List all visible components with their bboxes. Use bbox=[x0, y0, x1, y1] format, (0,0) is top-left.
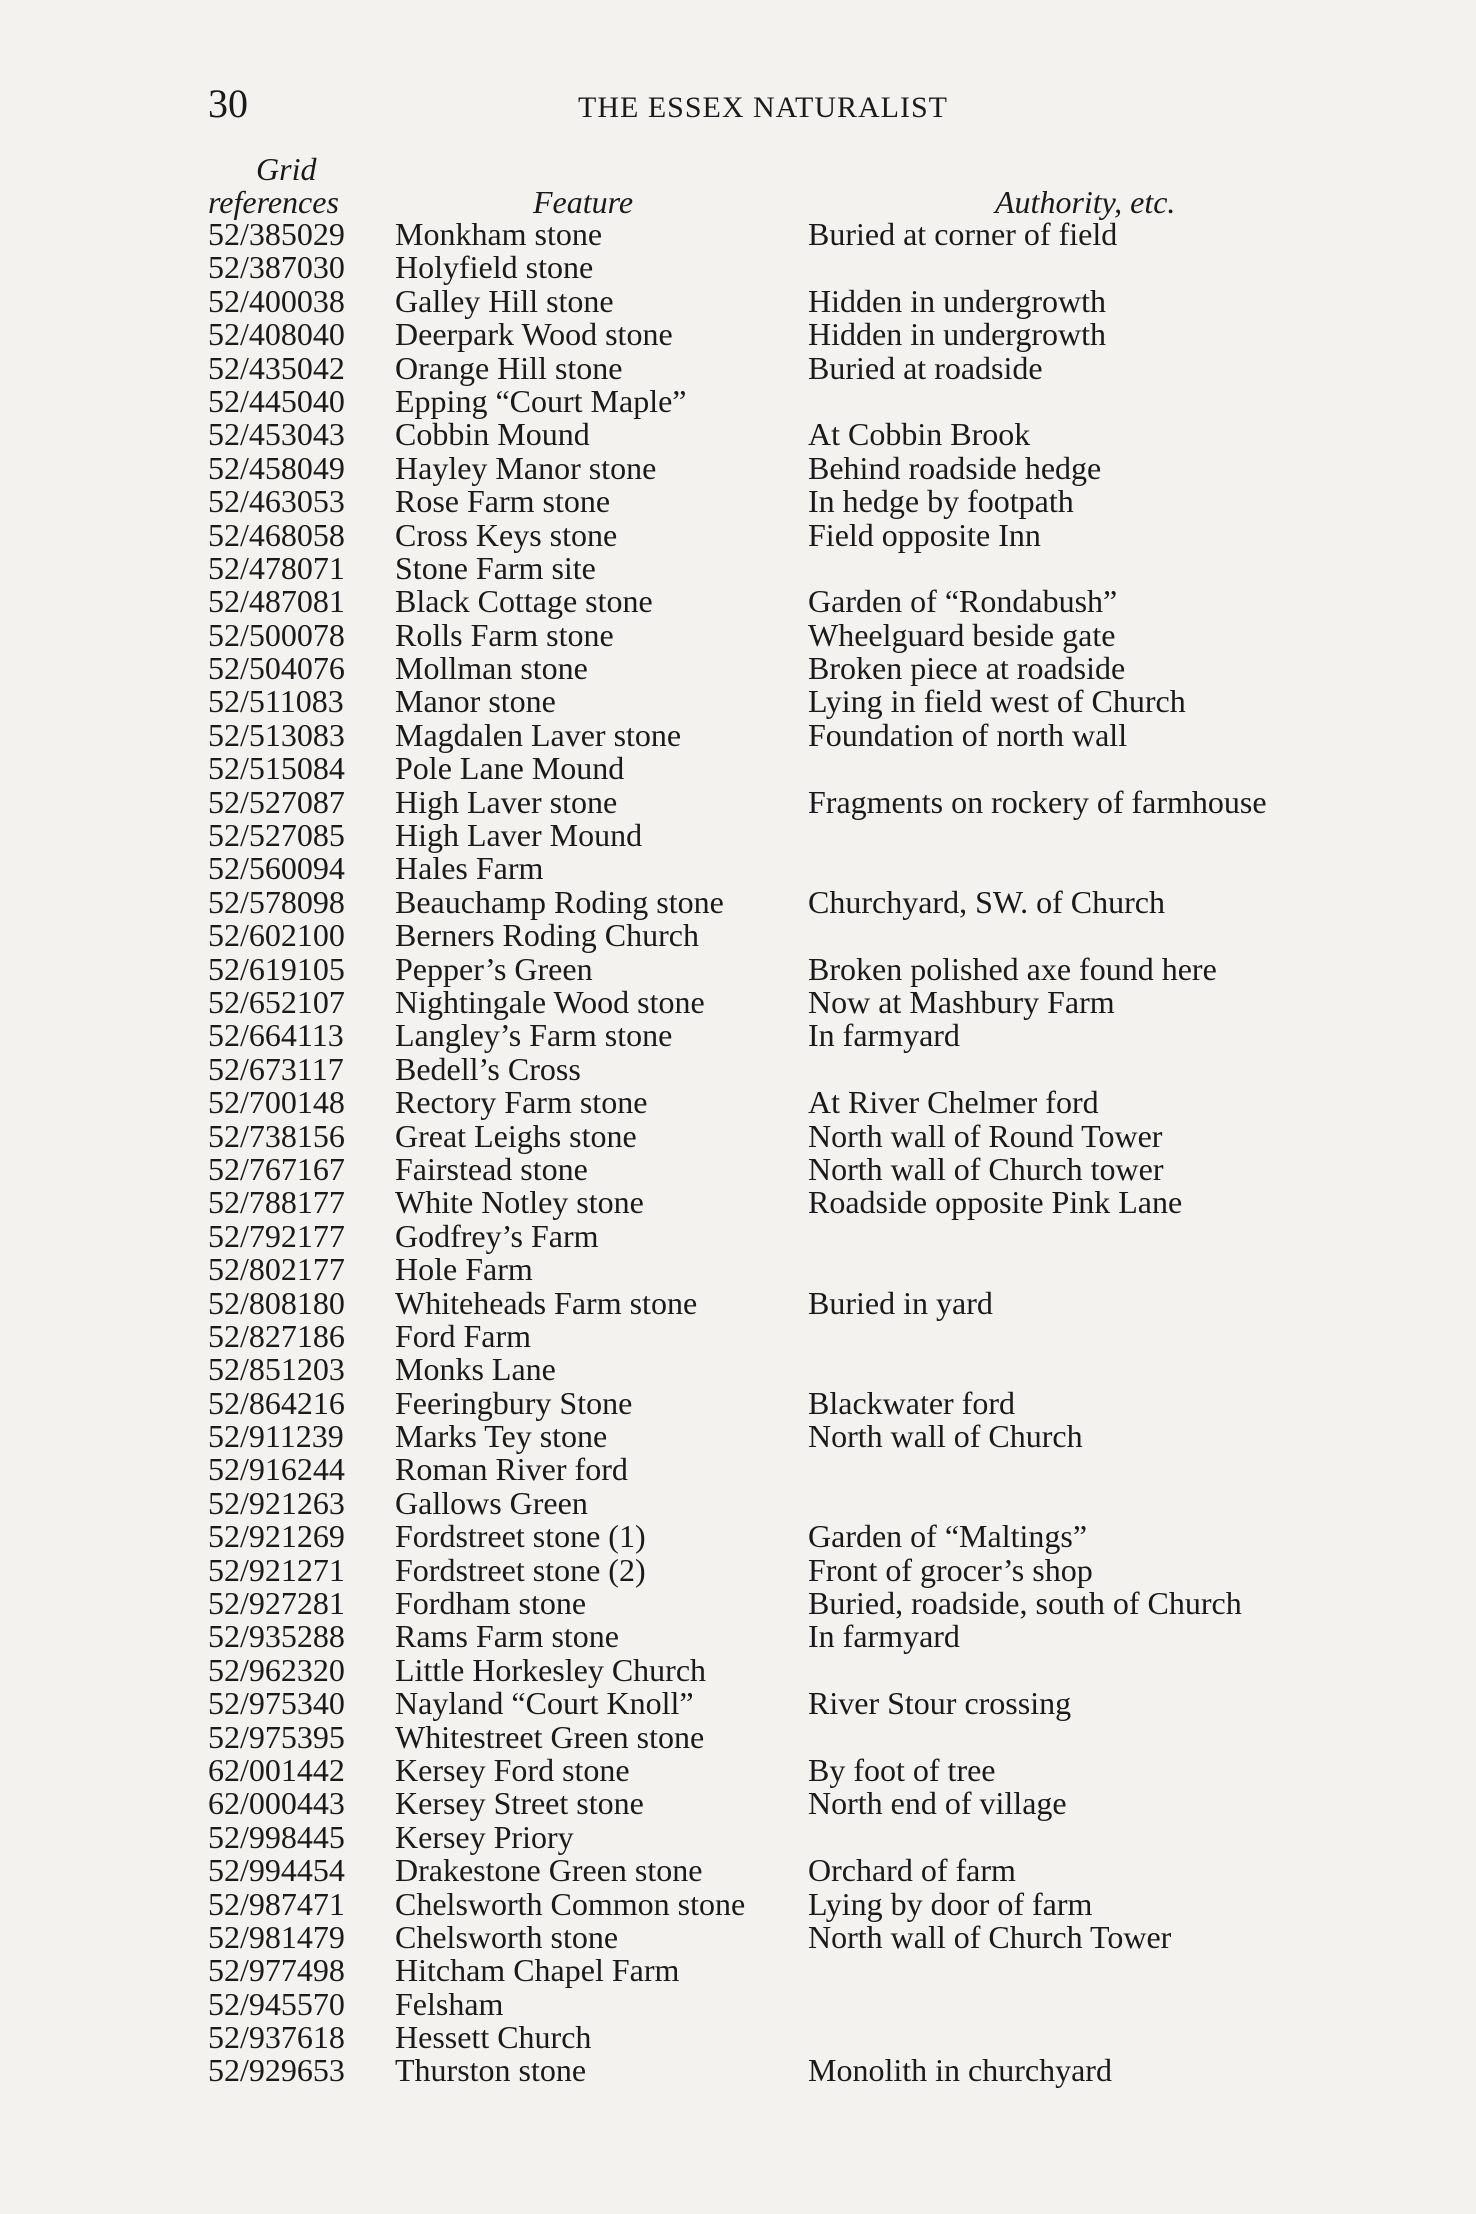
grid-reference: 52/527087 bbox=[208, 783, 345, 820]
feature-name: High Laver Mound bbox=[395, 817, 643, 854]
grid-reference: 52/458049 bbox=[208, 449, 345, 486]
table-row bbox=[208, 1317, 1408, 1354]
feature-name: Berners Roding Church bbox=[395, 917, 699, 954]
grid-reference: 52/945570 bbox=[208, 1985, 345, 2022]
grid-reference: 52/975395 bbox=[208, 1718, 345, 1755]
feature-name: Pepper’s Green bbox=[395, 950, 593, 987]
feature-name: Roman River ford bbox=[395, 1451, 628, 1488]
table-row bbox=[208, 983, 1408, 1020]
feature-name: Fordham stone bbox=[395, 1585, 587, 1622]
table-row bbox=[208, 919, 1408, 952]
table-row bbox=[208, 1787, 1408, 1820]
authority-note: Lying in field west of Church bbox=[808, 683, 1186, 720]
table-row bbox=[208, 1253, 1408, 1286]
authority-note: Roadside opposite Pink Lane bbox=[808, 1184, 1183, 1221]
table-row bbox=[208, 685, 1408, 718]
feature-name: Langley’s Farm stone bbox=[395, 1017, 673, 1054]
grid-reference: 52/921271 bbox=[208, 1551, 345, 1588]
table-row bbox=[208, 1918, 1408, 1955]
table-row bbox=[208, 1420, 1408, 1453]
authority-note: Buried at roadside bbox=[808, 349, 1043, 386]
authority-column-heading: Authority, etc. bbox=[995, 184, 1176, 220]
grid-reference: 52/802177 bbox=[208, 1251, 345, 1288]
grid-reference: 52/916244 bbox=[208, 1451, 345, 1488]
authority-note: Foundation of north wall bbox=[808, 716, 1128, 753]
table-row bbox=[208, 1484, 1408, 1521]
table-row bbox=[208, 1050, 1408, 1087]
grid-reference: 52/998445 bbox=[208, 1818, 345, 1855]
grid-reference: 52/463053 bbox=[208, 483, 345, 520]
grid-reference: 52/927281 bbox=[208, 1585, 345, 1622]
grid-reference: 52/400038 bbox=[208, 282, 345, 319]
authority-note: Behind roadside hedge bbox=[808, 449, 1102, 486]
feature-name: Feeringbury Stone bbox=[395, 1384, 633, 1421]
grid-column-heading-line2: references bbox=[208, 184, 339, 220]
table-row bbox=[208, 1217, 1408, 1254]
table-row bbox=[208, 1651, 1408, 1688]
table-row bbox=[208, 485, 1408, 518]
authority-note: North wall of Round Tower bbox=[808, 1117, 1163, 1154]
table-row bbox=[208, 1520, 1408, 1553]
table-row bbox=[208, 418, 1408, 451]
table-row bbox=[208, 1985, 1408, 2022]
feature-name: Fordstreet stone (1) bbox=[395, 1518, 646, 1555]
feature-name: Stone Farm site bbox=[395, 549, 596, 586]
feature-name: Galley Hill stone bbox=[395, 282, 614, 319]
grid-reference: 52/767167 bbox=[208, 1150, 345, 1187]
feature-name: Godfrey’s Farm bbox=[395, 1217, 599, 1254]
authority-note: Monolith in churchyard bbox=[808, 2052, 1112, 2089]
authority-note: River Stour crossing bbox=[808, 1685, 1072, 1722]
table-row bbox=[208, 950, 1408, 987]
grid-reference: 52/578098 bbox=[208, 883, 345, 920]
authority-note: Buried, roadside, south of Church bbox=[808, 1585, 1242, 1622]
grid-reference: 52/921263 bbox=[208, 1484, 345, 1521]
table-row bbox=[208, 783, 1408, 820]
feature-column-heading: Feature bbox=[533, 184, 634, 220]
feature-name: Beauchamp Roding stone bbox=[395, 883, 724, 920]
table-row bbox=[208, 1954, 1408, 1987]
table-row bbox=[208, 1854, 1408, 1887]
grid-reference: 52/738156 bbox=[208, 1117, 345, 1154]
table-row bbox=[208, 716, 1408, 753]
grid-reference: 52/911239 bbox=[208, 1418, 344, 1455]
table-row bbox=[208, 1019, 1408, 1052]
authority-note: Broken polished axe found here bbox=[808, 950, 1217, 987]
authority-note: Field opposite Inn bbox=[808, 516, 1041, 553]
grid-reference: 52/962320 bbox=[208, 1651, 345, 1688]
table-row bbox=[208, 382, 1408, 419]
feature-name: Monkham stone bbox=[395, 216, 603, 252]
authority-note: Blackwater ford bbox=[808, 1384, 1016, 1421]
feature-name: Rolls Farm stone bbox=[395, 616, 614, 653]
feature-name: Black Cottage stone bbox=[395, 583, 653, 620]
table-row bbox=[208, 1150, 1408, 1187]
authority-note: At River Chelmer ford bbox=[808, 1084, 1099, 1121]
feature-name: Whiteheads Farm stone bbox=[395, 1284, 698, 1321]
feature-name: Hales Farm bbox=[395, 850, 544, 887]
table-row bbox=[208, 883, 1408, 920]
grid-column-heading-line1: Grid bbox=[256, 151, 317, 187]
table-row bbox=[208, 852, 1408, 885]
grid-reference: 52/851203 bbox=[208, 1351, 345, 1388]
feature-name: Hessett Church bbox=[395, 2019, 592, 2056]
authority-note: By foot of tree bbox=[808, 1751, 996, 1788]
authority-note: Now at Mashbury Farm bbox=[808, 983, 1115, 1020]
table-row bbox=[208, 1284, 1408, 1321]
authority-note: In farmyard bbox=[808, 1017, 960, 1054]
grid-reference: 52/981479 bbox=[208, 1918, 345, 1955]
table-row bbox=[208, 1086, 1408, 1119]
grid-reference: 52/478071 bbox=[208, 549, 345, 586]
feature-name: Nayland “Court Knoll” bbox=[395, 1685, 694, 1722]
feature-name: Hayley Manor stone bbox=[395, 449, 657, 486]
grid-reference: 52/511083 bbox=[208, 683, 344, 720]
table-row bbox=[208, 318, 1408, 351]
feature-name: Marks Tey stone bbox=[395, 1418, 608, 1455]
table-row bbox=[208, 1186, 1408, 1219]
grid-reference: 52/602100 bbox=[208, 917, 345, 954]
grid-reference: 52/808180 bbox=[208, 1284, 345, 1321]
grid-reference: 52/994454 bbox=[208, 1852, 345, 1889]
grid-reference: 52/700148 bbox=[208, 1084, 345, 1121]
feature-name: Hitcham Chapel Farm bbox=[395, 1952, 680, 1989]
table-row bbox=[208, 1384, 1408, 1421]
authority-note: Lying by door of farm bbox=[808, 1885, 1093, 1922]
feature-name: Pole Lane Mound bbox=[395, 750, 625, 787]
feature-name: Great Leighs stone bbox=[395, 1117, 637, 1154]
grid-reference: 52/387030 bbox=[208, 249, 345, 286]
feature-name: Manor stone bbox=[395, 683, 556, 720]
feature-name: Ford Farm bbox=[395, 1317, 531, 1354]
feature-name: Holyfield stone bbox=[395, 249, 594, 286]
feature-name: Orange Hill stone bbox=[395, 349, 623, 386]
feature-name: Mollman stone bbox=[395, 650, 588, 687]
table-row bbox=[208, 1718, 1408, 1755]
feature-name: Epping “Court Maple” bbox=[395, 382, 687, 419]
authority-note: Orchard of farm bbox=[808, 1852, 1016, 1889]
authority-note: Churchyard, SW. of Church bbox=[808, 883, 1165, 920]
grid-reference: 52/619105 bbox=[208, 950, 345, 987]
grid-reference: 52/935288 bbox=[208, 1618, 345, 1655]
table-row bbox=[208, 752, 1408, 785]
feature-name: Cross Keys stone bbox=[395, 516, 618, 553]
grid-reference: 52/500078 bbox=[208, 616, 345, 653]
grid-reference: 52/504076 bbox=[208, 650, 345, 687]
feature-name: Kersey Ford stone bbox=[395, 1751, 630, 1788]
table-row bbox=[208, 652, 1408, 685]
feature-name: Felsham bbox=[395, 1985, 504, 2022]
table-row bbox=[208, 516, 1408, 553]
feature-name: Chelsworth stone bbox=[395, 1918, 619, 1955]
authority-note: In farmyard bbox=[808, 1618, 960, 1655]
table-row bbox=[208, 2054, 1408, 2087]
table-row bbox=[208, 1117, 1408, 1154]
table-row bbox=[208, 1818, 1408, 1855]
feature-name: Nightingale Wood stone bbox=[395, 983, 705, 1020]
table-row bbox=[208, 549, 1408, 586]
feature-name: White Notley stone bbox=[395, 1184, 644, 1221]
feature-name: Fordstreet stone (2) bbox=[395, 1551, 646, 1588]
authority-note: Front of grocer’s shop bbox=[808, 1551, 1093, 1588]
table-row bbox=[208, 349, 1408, 386]
feature-name: Bedell’s Cross bbox=[395, 1050, 581, 1087]
feature-name: Rectory Farm stone bbox=[395, 1084, 648, 1121]
feature-name: Hole Farm bbox=[395, 1251, 533, 1288]
grid-reference: 52/792177 bbox=[208, 1217, 345, 1254]
page-number: 30 bbox=[208, 81, 248, 126]
table-row bbox=[208, 616, 1408, 653]
table-row bbox=[208, 1687, 1408, 1720]
grid-reference: 52/385029 bbox=[208, 216, 345, 252]
grid-reference: 52/453043 bbox=[208, 416, 345, 453]
feature-name: Gallows Green bbox=[395, 1484, 588, 1521]
table-row bbox=[208, 251, 1408, 284]
feature-name: Chelsworth Common stone bbox=[395, 1885, 746, 1922]
grid-reference: 52/921269 bbox=[208, 1518, 345, 1555]
grid-reference: 52/435042 bbox=[208, 349, 345, 386]
grid-reference: 52/513083 bbox=[208, 716, 345, 753]
authority-note: Broken piece at roadside bbox=[808, 650, 1126, 687]
feature-name: Cobbin Mound bbox=[395, 416, 590, 453]
grid-reference: 52/864216 bbox=[208, 1384, 345, 1421]
table-row bbox=[208, 449, 1408, 486]
table-row bbox=[208, 1620, 1408, 1653]
grid-reference: 52/515084 bbox=[208, 750, 345, 787]
grid-reference: 52/929653 bbox=[208, 2052, 345, 2089]
table-row bbox=[208, 2021, 1408, 2054]
authority-note: North wall of Church Tower bbox=[808, 1918, 1172, 1955]
authority-note: Hidden in undergrowth bbox=[808, 316, 1107, 353]
table-row bbox=[208, 585, 1408, 618]
table-row bbox=[208, 218, 1408, 251]
grid-reference: 52/560094 bbox=[208, 850, 345, 887]
grid-reference: 62/000443 bbox=[208, 1785, 345, 1822]
authority-note: Garden of “Rondabush” bbox=[808, 583, 1118, 620]
table-row bbox=[208, 1587, 1408, 1620]
feature-name: Kersey Street stone bbox=[395, 1785, 644, 1822]
grid-reference: 52/827186 bbox=[208, 1317, 345, 1354]
grid-reference: 62/001442 bbox=[208, 1751, 345, 1788]
table-row bbox=[208, 282, 1408, 319]
authority-note: Wheelguard beside gate bbox=[808, 616, 1116, 653]
grid-reference: 52/468058 bbox=[208, 516, 345, 553]
grid-reference: 52/652107 bbox=[208, 983, 345, 1020]
authority-note: Buried at corner of field bbox=[808, 216, 1118, 252]
authority-note: Garden of “Maltings” bbox=[808, 1518, 1088, 1555]
feature-name: Magdalen Laver stone bbox=[395, 716, 682, 753]
authority-note: In hedge by footpath bbox=[808, 483, 1074, 520]
grid-reference: 52/977498 bbox=[208, 1952, 345, 1989]
feature-name: Whitestreet Green stone bbox=[395, 1718, 705, 1755]
authority-note: Hidden in undergrowth bbox=[808, 282, 1107, 319]
table-row bbox=[208, 819, 1408, 852]
table-row bbox=[208, 1751, 1408, 1788]
feature-name: Fairstead stone bbox=[395, 1150, 588, 1187]
authority-note: North wall of Church tower bbox=[808, 1150, 1164, 1187]
authority-note: North wall of Church bbox=[808, 1418, 1083, 1455]
grid-reference: 52/788177 bbox=[208, 1184, 345, 1221]
grid-reference: 52/408040 bbox=[208, 316, 345, 353]
feature-name: Monks Lane bbox=[395, 1351, 556, 1388]
grid-reference: 52/673117 bbox=[208, 1050, 344, 1087]
table-row bbox=[208, 1551, 1408, 1588]
grid-reference: 52/527085 bbox=[208, 817, 345, 854]
table-row bbox=[208, 1353, 1408, 1386]
feature-name: High Laver stone bbox=[395, 783, 618, 820]
grid-reference: 52/975340 bbox=[208, 1685, 345, 1722]
grid-reference: 52/937618 bbox=[208, 2019, 345, 2056]
authority-note: North end of village bbox=[808, 1785, 1067, 1822]
feature-name: Little Horkesley Church bbox=[395, 1651, 707, 1688]
feature-name: Rams Farm stone bbox=[395, 1618, 619, 1655]
feature-name: Deerpark Wood stone bbox=[395, 316, 673, 353]
authority-note: At Cobbin Brook bbox=[808, 416, 1031, 453]
feature-name: Thurston stone bbox=[395, 2052, 587, 2089]
feature-name: Rose Farm stone bbox=[395, 483, 611, 520]
authority-note: Fragments on rockery of farmhouse bbox=[808, 783, 1267, 820]
reference-table bbox=[208, 218, 1408, 2088]
grid-reference: 52/664113 bbox=[208, 1017, 344, 1054]
grid-reference: 52/487081 bbox=[208, 583, 345, 620]
authority-note: Buried in yard bbox=[808, 1284, 993, 1321]
grid-reference: 52/987471 bbox=[208, 1885, 345, 1922]
table-row bbox=[208, 1885, 1408, 1922]
running-title: THE ESSEX NATURALIST bbox=[578, 91, 948, 124]
grid-reference: 52/445040 bbox=[208, 382, 345, 419]
feature-name: Drakestone Green stone bbox=[395, 1852, 703, 1889]
feature-name: Kersey Priory bbox=[395, 1818, 574, 1855]
table-row bbox=[208, 1453, 1408, 1486]
